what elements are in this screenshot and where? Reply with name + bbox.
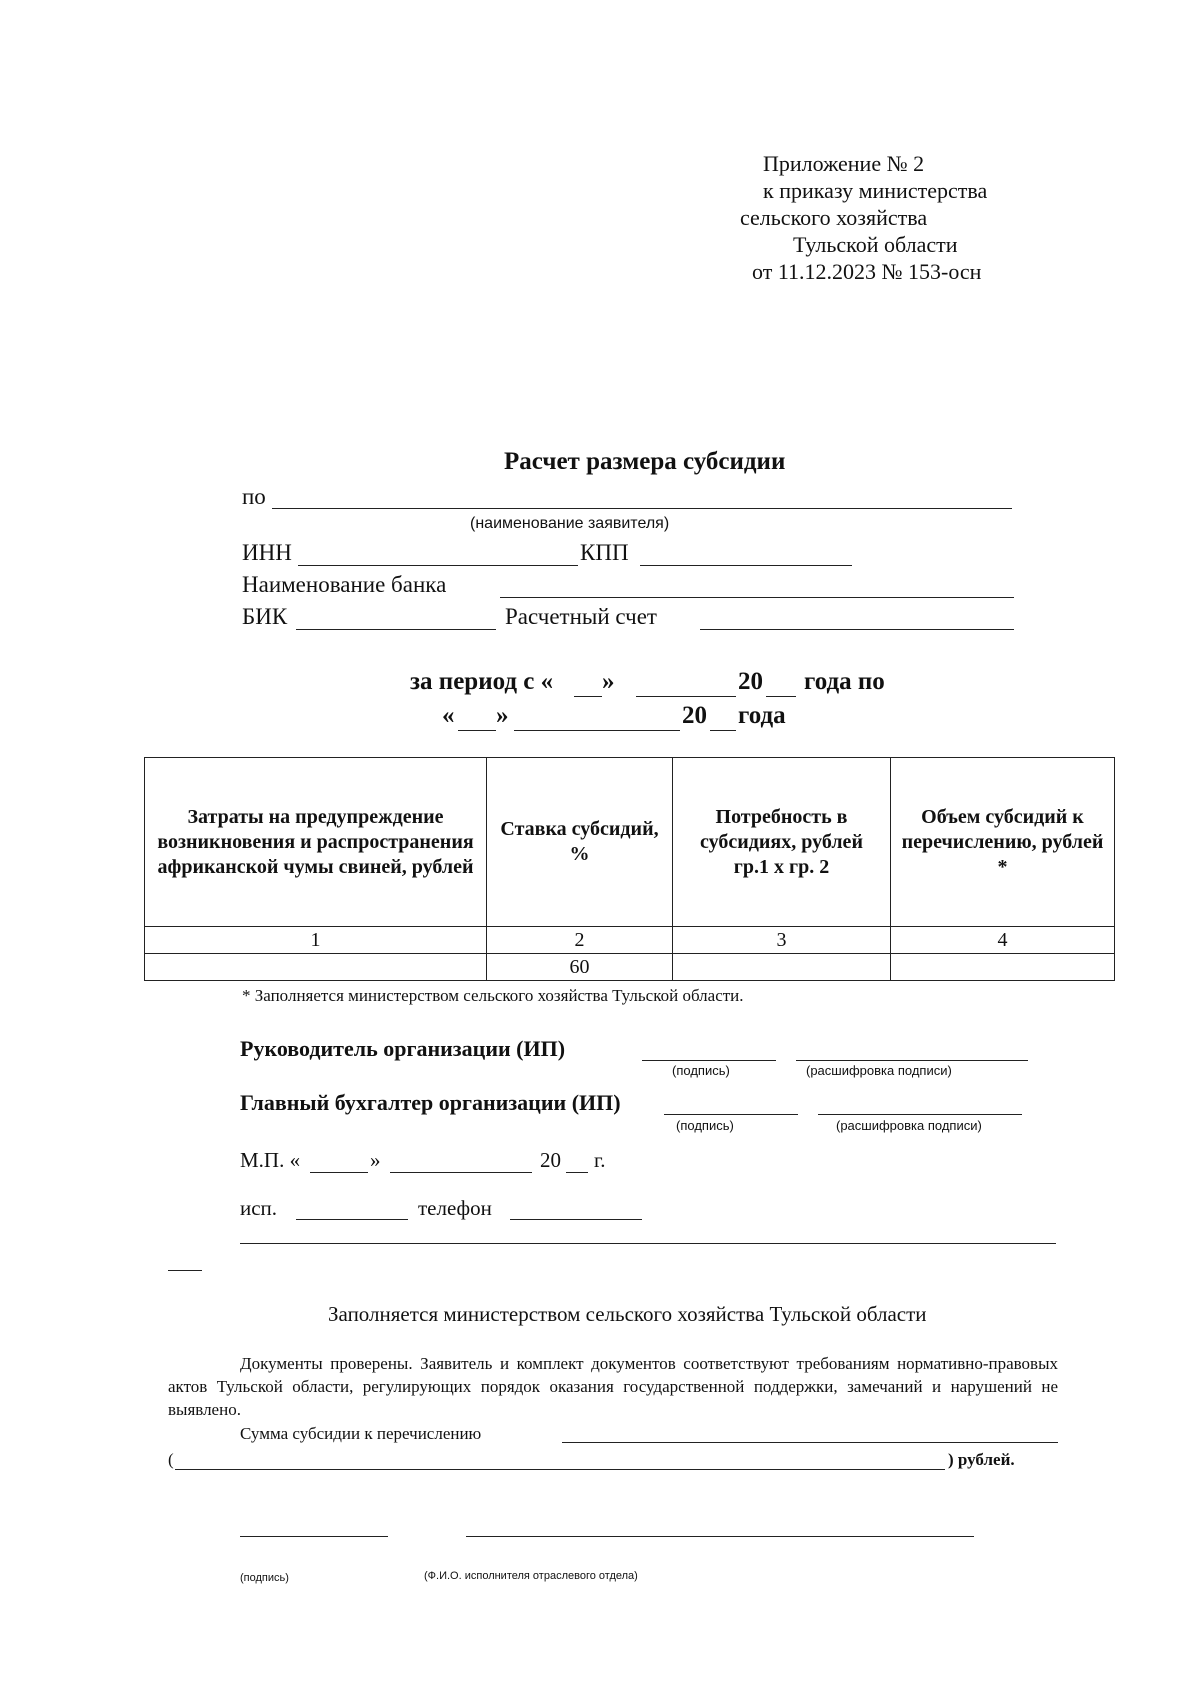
- appendix-line-2: к приказу министерства: [763, 178, 988, 203]
- bank-name-line[interactable]: [500, 597, 1014, 598]
- column-number-3: 3: [673, 927, 891, 954]
- column-number-4: 4: [891, 927, 1115, 954]
- section-separator-line: [240, 1243, 1056, 1244]
- kpp-line[interactable]: [640, 565, 852, 566]
- column-number-1: 1: [145, 927, 487, 954]
- value-costs[interactable]: [145, 954, 487, 981]
- period-to-month-line[interactable]: [514, 730, 680, 731]
- head-signature-label: Руководитель организации (ИП): [240, 1036, 566, 1061]
- mp-month-line[interactable]: [390, 1172, 532, 1173]
- account-line[interactable]: [700, 629, 1014, 630]
- accountant-signature-hint: (подпись): [676, 1118, 734, 1133]
- value-need[interactable]: [673, 954, 891, 981]
- appendix-line-1: Приложение № 2: [763, 151, 925, 176]
- ministry-signature-hint: (подпись): [240, 1572, 289, 1584]
- mp-century: 20: [540, 1148, 561, 1172]
- inn-line[interactable]: [298, 565, 578, 566]
- bank-name-label: Наименование банка: [242, 572, 447, 597]
- mp-year-suffix: г.: [594, 1148, 606, 1172]
- header-need: Потребность в субсидиях, рублей гр.1 х гр. 2: [673, 758, 891, 927]
- mp-quote: »: [370, 1148, 381, 1172]
- appendix-line-3: сельского хозяйства: [740, 205, 928, 230]
- accountant-signature-line[interactable]: [664, 1114, 798, 1115]
- table-header-row: [145, 758, 1115, 927]
- period-to-open-quote: «: [442, 702, 455, 729]
- header-costs: Затраты на предупреждение возникновения и распространения африканской чумы свиней, рублей: [145, 758, 487, 927]
- kpp-label: КПП: [580, 540, 629, 565]
- period-to-day-line[interactable]: [458, 730, 496, 731]
- bik-label: БИК: [242, 604, 288, 629]
- head-decode-line[interactable]: [796, 1060, 1028, 1061]
- accountant-decode-line[interactable]: [818, 1114, 1022, 1115]
- table-row: [145, 927, 1115, 954]
- head-signature-hint: (подпись): [672, 1063, 730, 1078]
- period-to-year-line[interactable]: [710, 730, 736, 731]
- document-title: Расчет размера субсидии: [504, 448, 786, 475]
- bik-line[interactable]: [296, 629, 496, 630]
- period-from-prefix: за период с «: [410, 668, 554, 695]
- ministry-fio-hint: (Ф.И.О. исполнителя отраслевого отдела): [424, 1570, 638, 1582]
- mp-prefix: М.П. «: [240, 1148, 301, 1172]
- value-volume[interactable]: [891, 954, 1115, 981]
- period-to-century: 20: [682, 702, 707, 729]
- subsidy-rubles-label: ) рублей.: [948, 1450, 1015, 1469]
- column-number-2: 2: [487, 927, 673, 954]
- subsidy-sum-line[interactable]: [562, 1442, 1058, 1443]
- short-separator-mark: [168, 1270, 202, 1271]
- ministry-check-paragraph: Документы проверены. Заявитель и комплект документов соответствуют требованиям нормативно-правовых актов Тульской области, регулирующих порядок оказания государственной поддержки, замечаний и нарушений не выявлено.: [168, 1354, 1058, 1419]
- po-label: по: [242, 484, 266, 509]
- inn-label: ИНН: [242, 540, 292, 565]
- appendix-line-4: Тульской области: [793, 232, 958, 257]
- header-rate: Ставка субсидий, %: [487, 758, 673, 927]
- period-from-day-line[interactable]: [574, 696, 602, 697]
- subsidy-calculation-table: [144, 757, 1115, 981]
- accountant-signature-label: Главный бухгалтер организации (ИП): [240, 1090, 621, 1115]
- period-from-quote: »: [602, 668, 615, 695]
- head-decode-hint: (расшифровка подписи): [806, 1063, 952, 1078]
- phone-label: телефон: [418, 1196, 492, 1220]
- ministry-section-header: Заполняется министерством сельского хозяйства Тульской области: [328, 1302, 927, 1326]
- subsidy-sum-label: Сумма субсидии к перечислению: [240, 1424, 482, 1443]
- period-from-month-line[interactable]: [636, 696, 736, 697]
- period-to-suffix: года: [738, 702, 786, 729]
- mp-year-line[interactable]: [566, 1172, 588, 1173]
- applicant-name-hint: (наименование заявителя): [470, 515, 670, 532]
- table-footnote: * Заполняется министерством сельского хозяйства Тульской области.: [242, 986, 744, 1005]
- mp-day-line[interactable]: [310, 1172, 368, 1173]
- period-from-century: 20: [738, 668, 763, 695]
- applicant-name-line[interactable]: [272, 508, 1012, 509]
- executor-line[interactable]: [296, 1219, 408, 1220]
- period-from-suffix: года по: [804, 668, 885, 695]
- table-row: [145, 954, 1115, 981]
- accountant-decode-hint: (расшифровка подписи): [836, 1118, 982, 1133]
- executor-label: исп.: [240, 1196, 278, 1220]
- period-from-year-line[interactable]: [766, 696, 796, 697]
- phone-line[interactable]: [510, 1219, 642, 1220]
- value-rate: 60: [487, 954, 673, 981]
- header-volume: Объем субсидий к перечислению, рублей *: [891, 758, 1115, 927]
- account-label: Расчетный счет: [505, 604, 657, 629]
- appendix-line-5: от 11.12.2023 № 153-осн: [752, 259, 982, 284]
- subsidy-words-line[interactable]: [175, 1469, 945, 1470]
- subsidy-words-open-paren: (: [168, 1450, 174, 1469]
- ministry-fio-line[interactable]: [466, 1536, 974, 1537]
- ministry-signature-line[interactable]: [240, 1536, 388, 1537]
- head-signature-line[interactable]: [642, 1060, 776, 1061]
- period-to-close-quote: »: [496, 702, 509, 729]
